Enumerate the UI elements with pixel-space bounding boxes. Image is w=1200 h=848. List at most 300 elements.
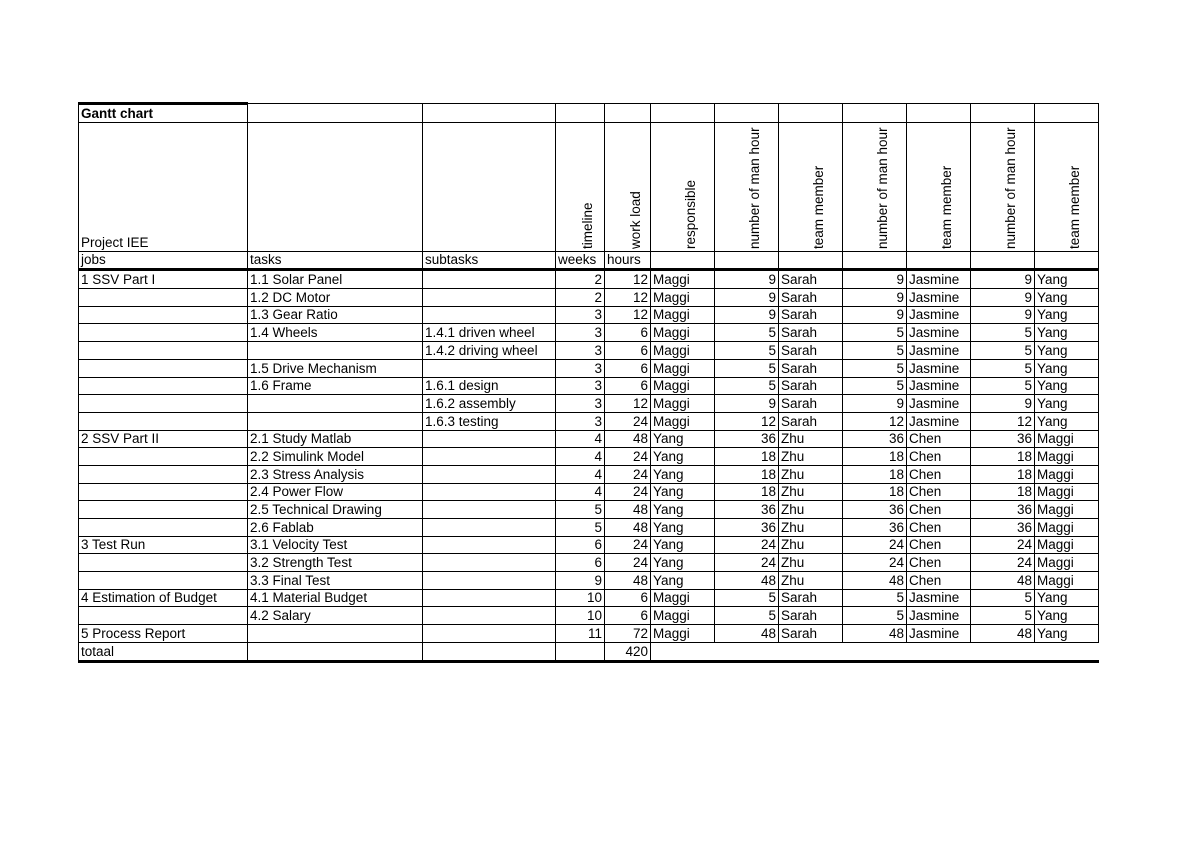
weeks-cell: 4 bbox=[556, 483, 605, 501]
units-hours: hours bbox=[605, 251, 651, 270]
man-hours-2-cell: 18 bbox=[843, 465, 907, 483]
man-hours-2-cell: 5 bbox=[843, 377, 907, 395]
header-man-hours-3-label: number of man hour bbox=[1002, 127, 1018, 249]
table-row bbox=[79, 395, 1099, 413]
team-member-3-cell: Maggi bbox=[1035, 501, 1099, 519]
team-member-1-cell: Zhu bbox=[779, 572, 843, 590]
weeks-cell: 2 bbox=[556, 270, 605, 289]
team-member-3-cell: Maggi bbox=[1035, 536, 1099, 554]
man-hours-3-cell: 36 bbox=[971, 430, 1035, 448]
table-row bbox=[79, 359, 1099, 377]
subtask-cell bbox=[423, 625, 556, 643]
task-cell: 3.1 Velocity Test bbox=[248, 536, 423, 554]
team-member-3-cell: Maggi bbox=[1035, 448, 1099, 466]
team-member-2-cell: Jasmine bbox=[907, 589, 971, 607]
team-member-3-cell: Yang bbox=[1035, 589, 1099, 607]
weeks-cell: 3 bbox=[556, 412, 605, 430]
empty-cell bbox=[651, 642, 715, 661]
header-man-hours-3 bbox=[971, 122, 1035, 251]
table-row bbox=[79, 448, 1099, 466]
responsible-cell: Maggi bbox=[651, 324, 715, 342]
team-member-3-cell: Maggi bbox=[1035, 430, 1099, 448]
team-member-1-cell: Sarah bbox=[779, 412, 843, 430]
responsible-cell: Yang bbox=[651, 572, 715, 590]
table-row bbox=[79, 289, 1099, 307]
team-member-2-cell: Jasmine bbox=[907, 270, 971, 289]
weeks-cell: 10 bbox=[556, 607, 605, 625]
man-hours-2-cell: 9 bbox=[843, 306, 907, 324]
team-member-1-cell: Sarah bbox=[779, 377, 843, 395]
empty-cell bbox=[715, 642, 779, 661]
team-member-2-cell: Chen bbox=[907, 430, 971, 448]
man-hours-3-cell: 5 bbox=[971, 607, 1035, 625]
job-cell: 4 Estimation of Budget bbox=[79, 589, 248, 607]
weeks-cell: 4 bbox=[556, 430, 605, 448]
task-cell: 1.1 Solar Panel bbox=[248, 270, 423, 289]
hours-cell: 24 bbox=[605, 483, 651, 501]
hours-cell: 24 bbox=[605, 554, 651, 572]
man-hours-3-cell: 18 bbox=[971, 448, 1035, 466]
empty-cell bbox=[715, 251, 779, 270]
team-member-2-cell: Jasmine bbox=[907, 607, 971, 625]
team-member-1-cell: Sarah bbox=[779, 342, 843, 360]
job-cell bbox=[79, 342, 248, 360]
hours-cell: 6 bbox=[605, 324, 651, 342]
header-team-member-2-label: team member bbox=[938, 165, 954, 249]
job-cell bbox=[79, 359, 248, 377]
weeks-cell: 3 bbox=[556, 377, 605, 395]
job-cell bbox=[79, 377, 248, 395]
task-cell: 1.4 Wheels bbox=[248, 324, 423, 342]
task-cell bbox=[248, 342, 423, 360]
team-member-3-cell: Yang bbox=[1035, 359, 1099, 377]
table-row bbox=[79, 572, 1099, 590]
team-member-1-cell: Sarah bbox=[779, 395, 843, 413]
responsible-cell: Maggi bbox=[651, 270, 715, 289]
task-cell: 4.2 Salary bbox=[248, 607, 423, 625]
weeks-cell: 11 bbox=[556, 625, 605, 643]
weeks-cell: 3 bbox=[556, 359, 605, 377]
team-member-2-cell: Jasmine bbox=[907, 625, 971, 643]
hours-cell: 72 bbox=[605, 625, 651, 643]
man-hours-2-cell: 24 bbox=[843, 554, 907, 572]
man-hours-1-cell: 9 bbox=[715, 395, 779, 413]
responsible-cell: Yang bbox=[651, 554, 715, 572]
empty-cell bbox=[779, 104, 843, 123]
empty-cell bbox=[715, 104, 779, 123]
team-member-1-cell: Zhu bbox=[779, 554, 843, 572]
weeks-cell: 5 bbox=[556, 501, 605, 519]
responsible-cell: Maggi bbox=[651, 589, 715, 607]
header-man-hours-1-label: number of man hour bbox=[746, 127, 762, 249]
table-row bbox=[79, 607, 1099, 625]
team-member-2-cell: Jasmine bbox=[907, 412, 971, 430]
man-hours-3-cell: 5 bbox=[971, 589, 1035, 607]
responsible-cell: Yang bbox=[651, 448, 715, 466]
header-man-hours-1 bbox=[715, 122, 779, 251]
title-row bbox=[79, 104, 1099, 123]
team-member-1-cell: Sarah bbox=[779, 607, 843, 625]
task-cell: 2.4 Power Flow bbox=[248, 483, 423, 501]
task-cell bbox=[248, 395, 423, 413]
man-hours-3-cell: 9 bbox=[971, 306, 1035, 324]
header-responsible bbox=[651, 122, 715, 251]
empty-cell bbox=[605, 104, 651, 123]
job-cell bbox=[79, 483, 248, 501]
man-hours-1-cell: 5 bbox=[715, 607, 779, 625]
empty-cell bbox=[1035, 104, 1099, 123]
team-member-1-cell: Sarah bbox=[779, 359, 843, 377]
empty-cell bbox=[843, 642, 907, 661]
responsible-cell: Yang bbox=[651, 465, 715, 483]
table-row bbox=[79, 501, 1099, 519]
hours-cell: 12 bbox=[605, 289, 651, 307]
hours-cell: 24 bbox=[605, 448, 651, 466]
man-hours-1-cell: 12 bbox=[715, 412, 779, 430]
man-hours-1-cell: 5 bbox=[715, 342, 779, 360]
team-member-2-cell: Jasmine bbox=[907, 359, 971, 377]
hours-cell: 6 bbox=[605, 589, 651, 607]
job-cell: 2 SSV Part II bbox=[79, 430, 248, 448]
weeks-cell: 4 bbox=[556, 448, 605, 466]
subtask-cell bbox=[423, 448, 556, 466]
empty-cell bbox=[651, 104, 715, 123]
gantt-table bbox=[78, 102, 1099, 663]
man-hours-2-cell: 5 bbox=[843, 589, 907, 607]
man-hours-3-cell: 5 bbox=[971, 359, 1035, 377]
weeks-cell: 9 bbox=[556, 572, 605, 590]
table-row bbox=[79, 270, 1099, 289]
man-hours-2-cell: 36 bbox=[843, 519, 907, 537]
team-member-3-cell: Maggi bbox=[1035, 572, 1099, 590]
responsible-cell: Maggi bbox=[651, 395, 715, 413]
man-hours-1-cell: 24 bbox=[715, 554, 779, 572]
job-cell: 1 SSV Part I bbox=[79, 270, 248, 289]
team-member-1-cell: Sarah bbox=[779, 270, 843, 289]
team-member-3-cell: Maggi bbox=[1035, 483, 1099, 501]
responsible-cell: Maggi bbox=[651, 607, 715, 625]
subtask-cell: 1.4.1 driven wheel bbox=[423, 324, 556, 342]
empty-cell bbox=[248, 122, 423, 251]
responsible-cell: Maggi bbox=[651, 359, 715, 377]
responsible-cell: Maggi bbox=[651, 342, 715, 360]
table-row bbox=[79, 342, 1099, 360]
header-team-member-3 bbox=[1035, 122, 1099, 251]
man-hours-3-cell: 5 bbox=[971, 377, 1035, 395]
job-cell bbox=[79, 324, 248, 342]
team-member-1-cell: Sarah bbox=[779, 589, 843, 607]
task-cell: 1.2 DC Motor bbox=[248, 289, 423, 307]
job-cell bbox=[79, 554, 248, 572]
task-cell bbox=[248, 412, 423, 430]
weeks-cell: 3 bbox=[556, 342, 605, 360]
team-member-3-cell: Yang bbox=[1035, 625, 1099, 643]
man-hours-2-cell: 36 bbox=[843, 430, 907, 448]
team-member-3-cell: Yang bbox=[1035, 607, 1099, 625]
task-cell: 3.2 Strength Test bbox=[248, 554, 423, 572]
empty-cell bbox=[248, 104, 423, 123]
subtask-cell bbox=[423, 554, 556, 572]
empty-cell bbox=[248, 642, 423, 661]
table-row bbox=[79, 465, 1099, 483]
table-row bbox=[79, 554, 1099, 572]
hours-cell: 6 bbox=[605, 607, 651, 625]
team-member-1-cell: Sarah bbox=[779, 306, 843, 324]
task-cell: 2.6 Fablab bbox=[248, 519, 423, 537]
man-hours-3-cell: 18 bbox=[971, 465, 1035, 483]
team-member-1-cell: Zhu bbox=[779, 430, 843, 448]
weeks-cell: 6 bbox=[556, 554, 605, 572]
responsible-cell: Maggi bbox=[651, 306, 715, 324]
team-member-1-cell: Zhu bbox=[779, 465, 843, 483]
table-row bbox=[79, 324, 1099, 342]
team-member-1-cell: Sarah bbox=[779, 625, 843, 643]
team-member-2-cell: Chen bbox=[907, 519, 971, 537]
man-hours-1-cell: 48 bbox=[715, 625, 779, 643]
weeks-cell: 6 bbox=[556, 536, 605, 554]
sheet-title: Gantt chart bbox=[79, 104, 248, 123]
empty-cell bbox=[423, 122, 556, 251]
empty-cell bbox=[971, 642, 1035, 661]
units-weeks: weeks bbox=[556, 251, 605, 270]
subtask-cell bbox=[423, 536, 556, 554]
table-row bbox=[79, 589, 1099, 607]
team-member-2-cell: Jasmine bbox=[907, 289, 971, 307]
table-row bbox=[79, 483, 1099, 501]
job-cell: 3 Test Run bbox=[79, 536, 248, 554]
man-hours-2-cell: 9 bbox=[843, 289, 907, 307]
man-hours-1-cell: 18 bbox=[715, 448, 779, 466]
subtask-cell bbox=[423, 306, 556, 324]
empty-cell bbox=[907, 251, 971, 270]
team-member-2-cell: Chen bbox=[907, 483, 971, 501]
empty-cell bbox=[971, 104, 1035, 123]
man-hours-2-cell: 18 bbox=[843, 448, 907, 466]
man-hours-1-cell: 5 bbox=[715, 377, 779, 395]
empty-cell bbox=[1035, 251, 1099, 270]
header-timeline bbox=[556, 122, 605, 251]
team-member-3-cell: Yang bbox=[1035, 270, 1099, 289]
man-hours-3-cell: 5 bbox=[971, 342, 1035, 360]
empty-cell bbox=[843, 251, 907, 270]
man-hours-2-cell: 5 bbox=[843, 342, 907, 360]
man-hours-1-cell: 9 bbox=[715, 306, 779, 324]
hours-cell: 24 bbox=[605, 412, 651, 430]
header-team-member-2 bbox=[907, 122, 971, 251]
team-member-1-cell: Zhu bbox=[779, 501, 843, 519]
empty-cell bbox=[779, 642, 843, 661]
weeks-cell: 3 bbox=[556, 324, 605, 342]
man-hours-2-cell: 9 bbox=[843, 395, 907, 413]
header-row bbox=[79, 122, 1099, 251]
team-member-1-cell: Sarah bbox=[779, 289, 843, 307]
subtask-cell bbox=[423, 359, 556, 377]
weeks-cell: 10 bbox=[556, 589, 605, 607]
man-hours-3-cell: 9 bbox=[971, 395, 1035, 413]
man-hours-1-cell: 36 bbox=[715, 501, 779, 519]
responsible-cell: Yang bbox=[651, 430, 715, 448]
team-member-3-cell: Yang bbox=[1035, 412, 1099, 430]
team-member-3-cell: Yang bbox=[1035, 306, 1099, 324]
subtask-cell bbox=[423, 501, 556, 519]
header-man-hours-2 bbox=[843, 122, 907, 251]
hours-cell: 48 bbox=[605, 572, 651, 590]
team-member-2-cell: Chen bbox=[907, 465, 971, 483]
weeks-cell: 2 bbox=[556, 289, 605, 307]
subtask-cell bbox=[423, 465, 556, 483]
table-row bbox=[79, 536, 1099, 554]
man-hours-1-cell: 18 bbox=[715, 483, 779, 501]
gantt-sheet bbox=[78, 102, 1099, 663]
team-member-3-cell: Yang bbox=[1035, 289, 1099, 307]
job-cell bbox=[79, 448, 248, 466]
task-cell bbox=[248, 625, 423, 643]
team-member-2-cell: Jasmine bbox=[907, 324, 971, 342]
weeks-cell: 3 bbox=[556, 395, 605, 413]
table-row bbox=[79, 306, 1099, 324]
man-hours-3-cell: 48 bbox=[971, 625, 1035, 643]
man-hours-2-cell: 48 bbox=[843, 572, 907, 590]
team-member-2-cell: Chen bbox=[907, 501, 971, 519]
task-cell: 2.2 Simulink Model bbox=[248, 448, 423, 466]
header-responsible-label: responsible bbox=[682, 179, 698, 249]
man-hours-3-cell: 48 bbox=[971, 572, 1035, 590]
man-hours-2-cell: 36 bbox=[843, 501, 907, 519]
man-hours-1-cell: 5 bbox=[715, 589, 779, 607]
subtask-cell bbox=[423, 607, 556, 625]
team-member-3-cell: Yang bbox=[1035, 342, 1099, 360]
man-hours-3-cell: 9 bbox=[971, 289, 1035, 307]
subtask-cell: 1.6.1 design bbox=[423, 377, 556, 395]
man-hours-3-cell: 18 bbox=[971, 483, 1035, 501]
task-cell: 1.3 Gear Ratio bbox=[248, 306, 423, 324]
units-jobs: jobs bbox=[79, 251, 248, 270]
man-hours-2-cell: 18 bbox=[843, 483, 907, 501]
man-hours-2-cell: 5 bbox=[843, 359, 907, 377]
hours-cell: 6 bbox=[605, 359, 651, 377]
task-cell: 4.1 Material Budget bbox=[248, 589, 423, 607]
team-member-3-cell: Maggi bbox=[1035, 554, 1099, 572]
header-team-member-1-label: team member bbox=[810, 165, 826, 249]
project-name: Project IEE bbox=[79, 122, 248, 251]
responsible-cell: Maggi bbox=[651, 289, 715, 307]
hours-cell: 12 bbox=[605, 306, 651, 324]
empty-cell bbox=[1035, 642, 1099, 661]
man-hours-1-cell: 24 bbox=[715, 536, 779, 554]
units-row bbox=[79, 251, 1099, 270]
team-member-1-cell: Zhu bbox=[779, 536, 843, 554]
team-member-1-cell: Zhu bbox=[779, 519, 843, 537]
subtask-cell bbox=[423, 483, 556, 501]
man-hours-3-cell: 24 bbox=[971, 554, 1035, 572]
task-cell: 2.1 Study Matlab bbox=[248, 430, 423, 448]
total-hours: 420 bbox=[605, 642, 651, 661]
task-cell: 1.5 Drive Mechanism bbox=[248, 359, 423, 377]
hours-cell: 6 bbox=[605, 342, 651, 360]
job-cell: 5 Process Report bbox=[79, 625, 248, 643]
hours-cell: 48 bbox=[605, 519, 651, 537]
empty-cell bbox=[779, 251, 843, 270]
responsible-cell: Maggi bbox=[651, 377, 715, 395]
table-row bbox=[79, 519, 1099, 537]
responsible-cell: Yang bbox=[651, 536, 715, 554]
total-label: totaal bbox=[79, 642, 248, 661]
team-member-3-cell: Yang bbox=[1035, 395, 1099, 413]
hours-cell: 12 bbox=[605, 270, 651, 289]
responsible-cell: Yang bbox=[651, 501, 715, 519]
subtask-cell bbox=[423, 430, 556, 448]
header-work-load-label: work load bbox=[627, 190, 643, 249]
man-hours-1-cell: 36 bbox=[715, 519, 779, 537]
subtask-cell bbox=[423, 270, 556, 289]
responsible-cell: Yang bbox=[651, 519, 715, 537]
job-cell bbox=[79, 395, 248, 413]
responsible-cell: Yang bbox=[651, 483, 715, 501]
team-member-2-cell: Jasmine bbox=[907, 395, 971, 413]
man-hours-1-cell: 5 bbox=[715, 324, 779, 342]
weeks-cell: 4 bbox=[556, 465, 605, 483]
weeks-cell: 3 bbox=[556, 306, 605, 324]
empty-cell bbox=[423, 104, 556, 123]
man-hours-3-cell: 36 bbox=[971, 519, 1035, 537]
man-hours-2-cell: 24 bbox=[843, 536, 907, 554]
job-cell bbox=[79, 572, 248, 590]
empty-cell bbox=[556, 104, 605, 123]
man-hours-2-cell: 48 bbox=[843, 625, 907, 643]
man-hours-2-cell: 5 bbox=[843, 607, 907, 625]
header-man-hours-2-label: number of man hour bbox=[874, 127, 890, 249]
empty-cell bbox=[971, 251, 1035, 270]
team-member-3-cell: Yang bbox=[1035, 377, 1099, 395]
hours-cell: 48 bbox=[605, 501, 651, 519]
hours-cell: 48 bbox=[605, 430, 651, 448]
team-member-1-cell: Zhu bbox=[779, 483, 843, 501]
units-subtasks: subtasks bbox=[423, 251, 556, 270]
task-cell: 1.6 Frame bbox=[248, 377, 423, 395]
team-member-3-cell: Yang bbox=[1035, 324, 1099, 342]
units-tasks: tasks bbox=[248, 251, 423, 270]
subtask-cell bbox=[423, 289, 556, 307]
team-member-2-cell: Jasmine bbox=[907, 306, 971, 324]
man-hours-2-cell: 12 bbox=[843, 412, 907, 430]
subtask-cell bbox=[423, 519, 556, 537]
responsible-cell: Maggi bbox=[651, 625, 715, 643]
job-cell bbox=[79, 412, 248, 430]
hours-cell: 24 bbox=[605, 536, 651, 554]
responsible-cell: Maggi bbox=[651, 412, 715, 430]
man-hours-3-cell: 12 bbox=[971, 412, 1035, 430]
task-cell: 2.3 Stress Analysis bbox=[248, 465, 423, 483]
header-timeline-label: timeline bbox=[580, 202, 595, 249]
job-cell bbox=[79, 289, 248, 307]
empty-cell bbox=[556, 642, 605, 661]
job-cell bbox=[79, 519, 248, 537]
header-work-load bbox=[605, 122, 651, 251]
team-member-2-cell: Jasmine bbox=[907, 377, 971, 395]
table-row bbox=[79, 377, 1099, 395]
totals-row bbox=[79, 642, 1099, 661]
man-hours-3-cell: 36 bbox=[971, 501, 1035, 519]
hours-cell: 6 bbox=[605, 377, 651, 395]
subtask-cell: 1.6.3 testing bbox=[423, 412, 556, 430]
hours-cell: 24 bbox=[605, 465, 651, 483]
empty-cell bbox=[423, 642, 556, 661]
man-hours-1-cell: 48 bbox=[715, 572, 779, 590]
man-hours-3-cell: 9 bbox=[971, 270, 1035, 289]
team-member-2-cell: Jasmine bbox=[907, 342, 971, 360]
task-cell: 3.3 Final Test bbox=[248, 572, 423, 590]
subtask-cell: 1.6.2 assembly bbox=[423, 395, 556, 413]
